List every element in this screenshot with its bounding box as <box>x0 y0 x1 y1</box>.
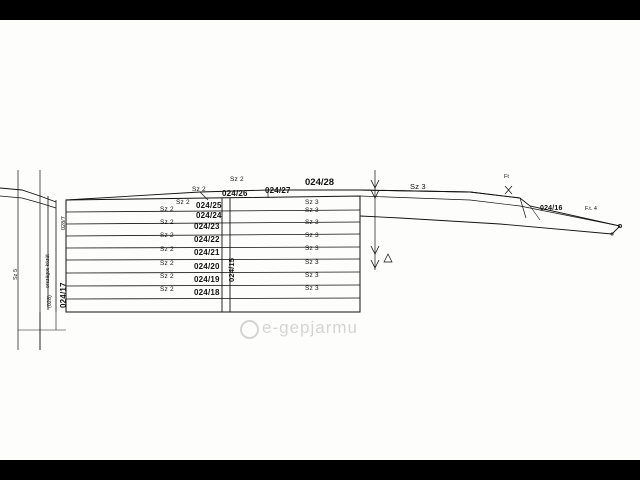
row-7-sz-left: Sz 2 <box>160 273 174 280</box>
row-5-sz-right: Sz 3 <box>305 245 319 252</box>
top-sz-label: Sz 2 <box>230 176 244 183</box>
row-3-sz-right: Sz 3 <box>305 219 319 226</box>
row-4-parcel: 024/22 <box>194 235 220 244</box>
row-8-sz-right: Sz 3 <box>305 285 319 292</box>
row-8-sz-left: Sz 2 <box>160 286 174 293</box>
parcel-024-17-label: 024/17 <box>59 282 68 308</box>
letterbox-bottom <box>0 460 640 480</box>
row-7-parcel: 024/19 <box>194 275 220 284</box>
row-6-sz-left: Sz 2 <box>160 260 174 267</box>
letterbox-top <box>0 0 640 20</box>
row-6-sz-right: Sz 3 <box>305 259 319 266</box>
row-3-sz-left: Sz 2 <box>160 219 174 226</box>
row-0-second-parcel: 024/27 <box>265 186 291 195</box>
ft-small-label: Ft <box>504 174 509 180</box>
row-6-parcel: 024/20 <box>194 262 220 271</box>
row-1-sz-right: Sz 3 <box>305 199 319 206</box>
parcel-024-15-label: 024/15 <box>227 257 236 282</box>
row-1-sz-left: Sz 2 <box>176 199 190 206</box>
row-3-parcel: 024/23 <box>194 222 220 231</box>
row-2-sz-left: Sz 2 <box>160 206 174 213</box>
ft4-corner-label: F.t. 4 <box>585 206 597 212</box>
watermark-text: e-gepjarmu <box>262 318 358 337</box>
bracket-028-label: (028) <box>47 295 53 308</box>
row-0-parcel: 024/26 <box>222 189 248 198</box>
road-label: országos közút <box>45 254 51 288</box>
row-0-sz-left: Sz 2 <box>192 186 206 193</box>
parcel-024-28-label: 024/28 <box>305 177 335 188</box>
hrsz-028-7-label: 028/7 <box>61 216 67 230</box>
row-8-parcel: 024/18 <box>194 288 220 297</box>
row-2-sz-right: Sz 3 <box>305 207 319 214</box>
row-4-sz-left: Sz 2 <box>160 232 174 239</box>
row-4-sz-right: Sz 3 <box>305 232 319 239</box>
street-label-sz5: Sz 5 <box>13 268 19 280</box>
map-drawing <box>0 20 640 460</box>
row-5-parcel: 024/21 <box>194 248 220 257</box>
row-5-sz-left: Sz 2 <box>160 246 174 253</box>
right-sz-label: Sz 3 <box>410 182 426 191</box>
parcel-024-16-label: 024/16 <box>540 205 563 212</box>
row-7-sz-right: Sz 3 <box>305 272 319 279</box>
row-2-parcel: 024/24 <box>196 211 222 220</box>
row-1-parcel: 024/25 <box>196 201 222 210</box>
cadastral-map <box>0 20 640 460</box>
watermark-circle-icon <box>240 320 259 339</box>
